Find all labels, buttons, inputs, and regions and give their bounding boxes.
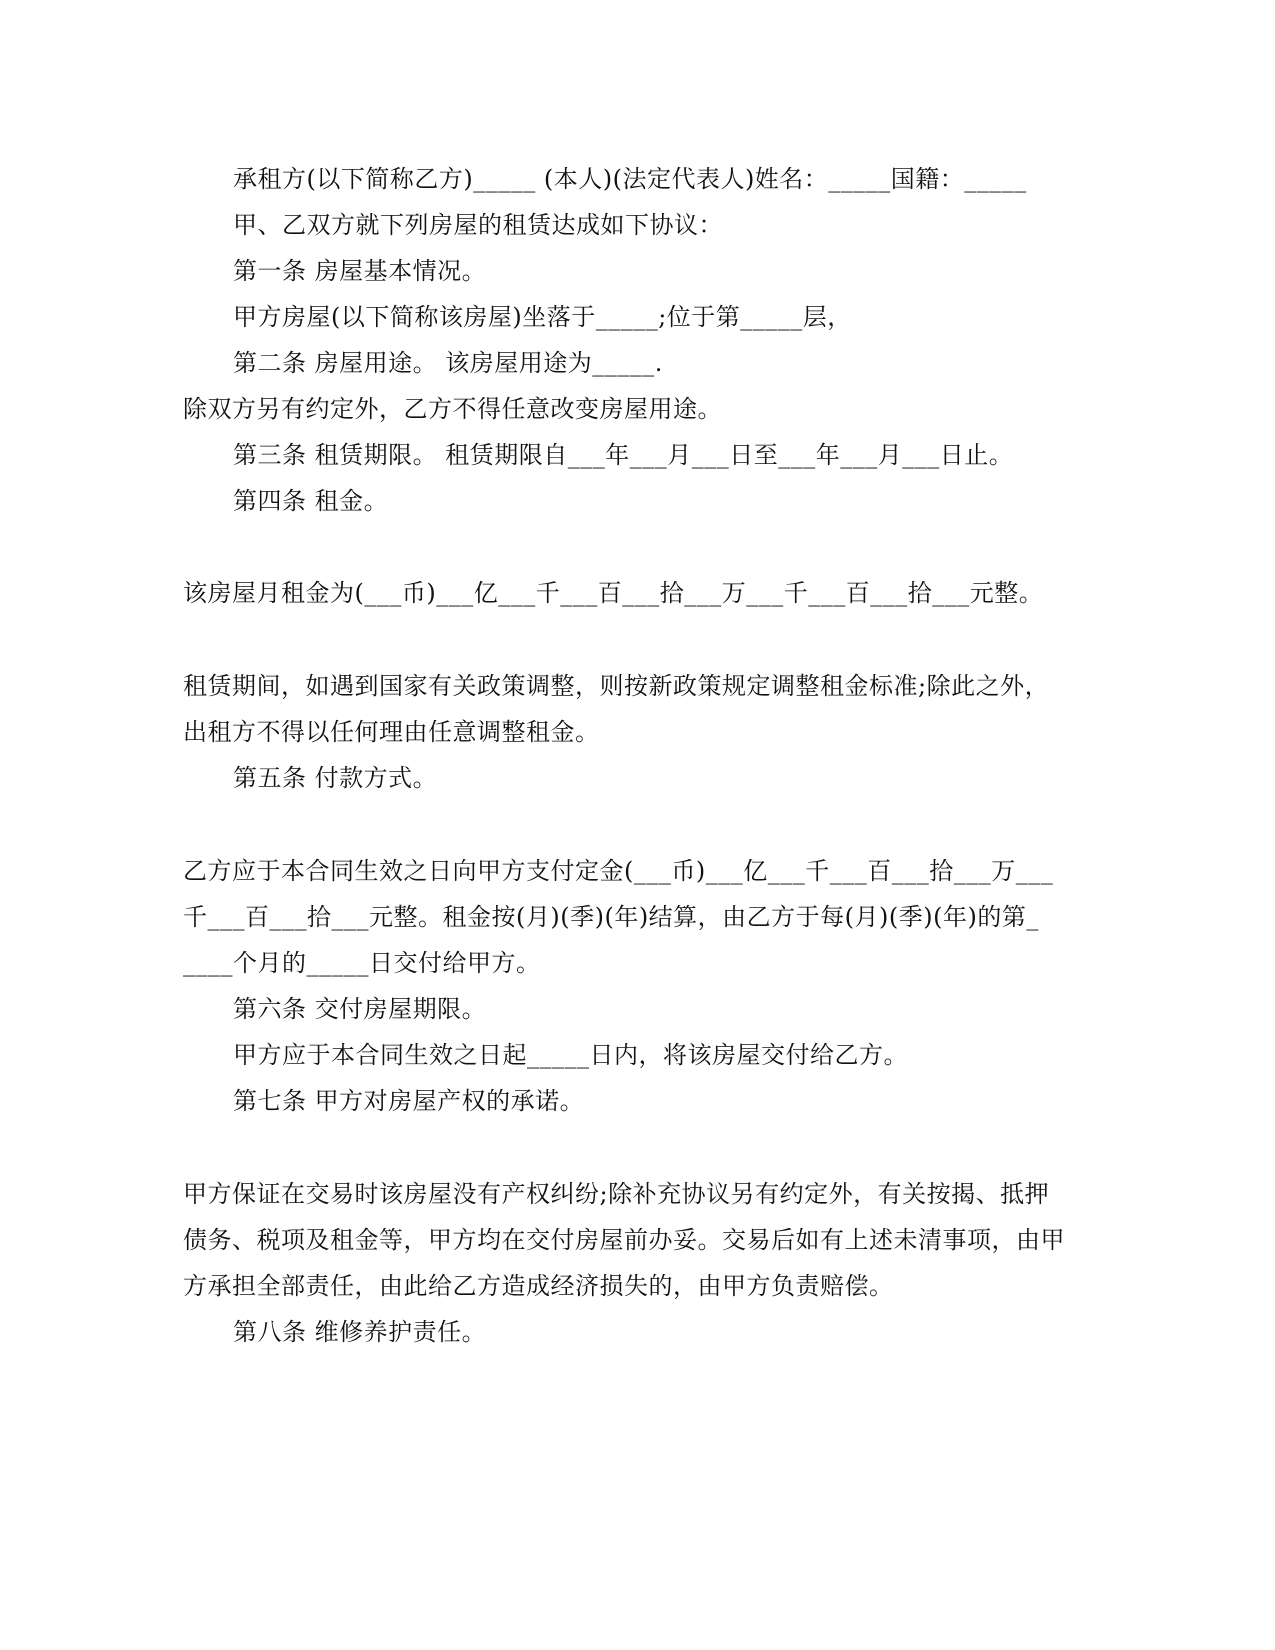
- article-3-heading: 第三条 租赁期限。 租赁期限自___年___月___日至___年___月___日止。: [233, 441, 1014, 469]
- rent-adjustment-line-2: 出租方不得以任何理由任意调整租金。: [183, 718, 600, 746]
- article-5-heading: 第五条 付款方式。: [233, 764, 438, 792]
- ownership-guarantee-line-3: 方承担全部责任，由此给乙方造成经济损失的，由甲方负责赔偿。: [183, 1272, 894, 1300]
- article-6-heading: 第六条 交付房屋期限。: [233, 995, 487, 1023]
- article-4-heading: 第四条 租金。: [233, 487, 389, 515]
- payment-line-2: 千___百___拾___元整。租金按(月)(季)(年)结算，由乙方于每(月)(季)(年)的第_: [183, 903, 1039, 931]
- usage-restriction-line: 除双方另有约定外，乙方不得任意改变房屋用途。: [183, 395, 722, 423]
- rent-adjustment-line-1: 租赁期间，如遇到国家有关政策调整，则按新政策规定调整租金标准;除此之外，: [183, 672, 1050, 700]
- article-7-heading: 第七条 甲方对房屋产权的承诺。: [233, 1087, 585, 1115]
- ownership-guarantee-line-1: 甲方保证在交易时该房屋没有产权纠纷;除补充协议另有约定外，有关按揭、抵押: [183, 1180, 1050, 1208]
- payment-line-3: ____个月的_____日交付给甲方。: [183, 949, 541, 977]
- delivery-deadline-line: 甲方应于本合同生效之日起_____日内，将该房屋交付给乙方。: [233, 1041, 908, 1069]
- article-8-heading: 第八条 维修养护责任。: [233, 1318, 487, 1346]
- ownership-guarantee-line-2: 债务、税项及租金等，甲方均在交付房屋前办妥。交易后如有上述未清事项，由甲: [183, 1226, 1065, 1254]
- article-2-heading: 第二条 房屋用途。 该房屋用途为_____.: [233, 349, 663, 377]
- tenant-party-line: 承租方(以下简称乙方)_____ (本人)(法定代表人)姓名：_____国籍：_____: [233, 165, 1027, 193]
- agreement-intro-line: 甲、乙双方就下列房屋的租赁达成如下协议：: [233, 211, 723, 239]
- property-location-line: 甲方房屋(以下简称该房屋)坐落于_____;位于第_____层，: [233, 303, 852, 331]
- monthly-rent-line: 该房屋月租金为(___币)___亿___千___百___拾___万___千___百___拾___元整。: [183, 579, 1044, 607]
- article-1-heading: 第一条 房屋基本情况。: [233, 257, 487, 285]
- payment-line-1: 乙方应于本合同生效之日向甲方支付定金(___币)___亿___千___百___拾___万___: [183, 857, 1054, 885]
